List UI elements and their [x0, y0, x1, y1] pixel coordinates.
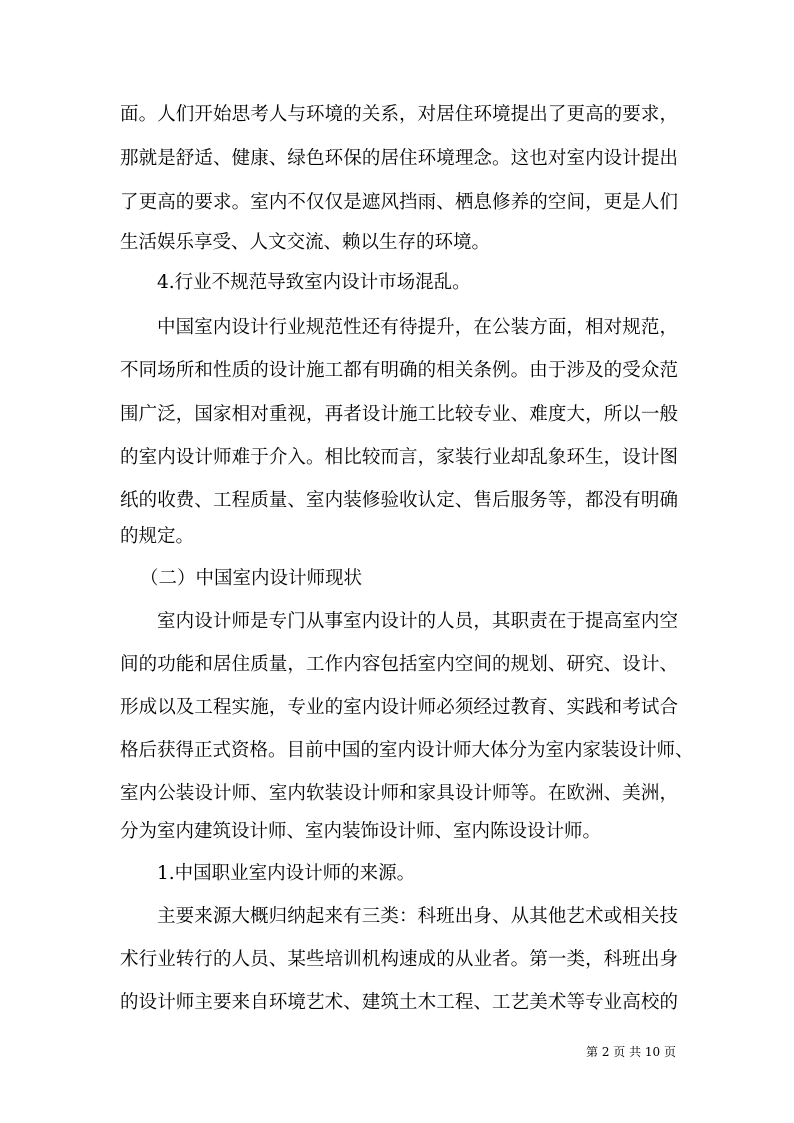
paragraph-line: 纸的收费、工程质量、室内装修验收认定、售后服务等，都没有明确 [120, 490, 678, 511]
section-heading: 4.行业不规范导致室内设计市场混乱。 [157, 272, 471, 293]
paragraph-line: 了更高的要求。室内不仅仅是遮风挡雨、栖息修养的空间，更是人们 [120, 192, 678, 213]
paragraph-line: 面。人们开始思考人与环境的关系，对居住环境提出了更高的要求， [120, 104, 678, 125]
paragraph-line: 主要来源大概归纳起来有三类：科班出身、从其他艺术或相关技 [157, 906, 678, 927]
paragraph-line: 的室内设计师难于介入。相比较而言，家装行业却乱象环生，设计图 [120, 447, 678, 468]
paragraph-line: 生活娱乐享受、人文交流、赖以生存的环境。 [120, 232, 491, 253]
paragraph-line: 分为室内建筑设计师、室内装饰设计师、室内陈设设计师。 [120, 821, 602, 842]
paragraph-line: 间的功能和居住质量，工作内容包括室内空间的规划、研究、设计、 [120, 654, 678, 675]
section-heading: （二）中国室内设计师现状 [140, 568, 363, 589]
page-number: 第 2 页 共 10 页 [586, 1045, 676, 1059]
paragraph-line: 形成以及工程实施，专业的室内设计师必须经过教育、实践和考试合 [120, 697, 678, 718]
paragraph-line: 室内公装设计师、室内软装设计师和家具设计师等。在欧洲、美洲， [120, 783, 678, 804]
paragraph-line: 格后获得正式资格。目前中国的室内设计师大体分为室内家装设计师、 [120, 740, 694, 761]
paragraph-line: 室内设计师是专门从事室内设计的人员，其职责在于提高室内空 [157, 611, 678, 632]
paragraph-line: 那就是舒适、健康、绿色环保的居住环境理念。这也对室内设计提出 [120, 148, 678, 169]
paragraph-line: 不同场所和性质的设计施工都有明确的相关条例。由于涉及的受众范 [120, 360, 678, 381]
paragraph-line: 术行业转行的人员、某些培训机构速成的从业者。第一类，科班出身 [120, 949, 678, 970]
paragraph-line: 的设计师主要来自环境艺术、建筑土木工程、工艺美术等专业高校的 [120, 992, 678, 1013]
section-heading: 1.中国职业室内设计师的来源。 [157, 863, 416, 884]
paragraph-line: 围广泛，国家相对重视，再者设计施工比较专业、难度大，所以一般 [120, 404, 678, 425]
paragraph-line: 的规定。 [120, 526, 195, 547]
paragraph-line: 中国室内设计行业规范性还有待提升，在公装方面，相对规范， [157, 317, 678, 338]
